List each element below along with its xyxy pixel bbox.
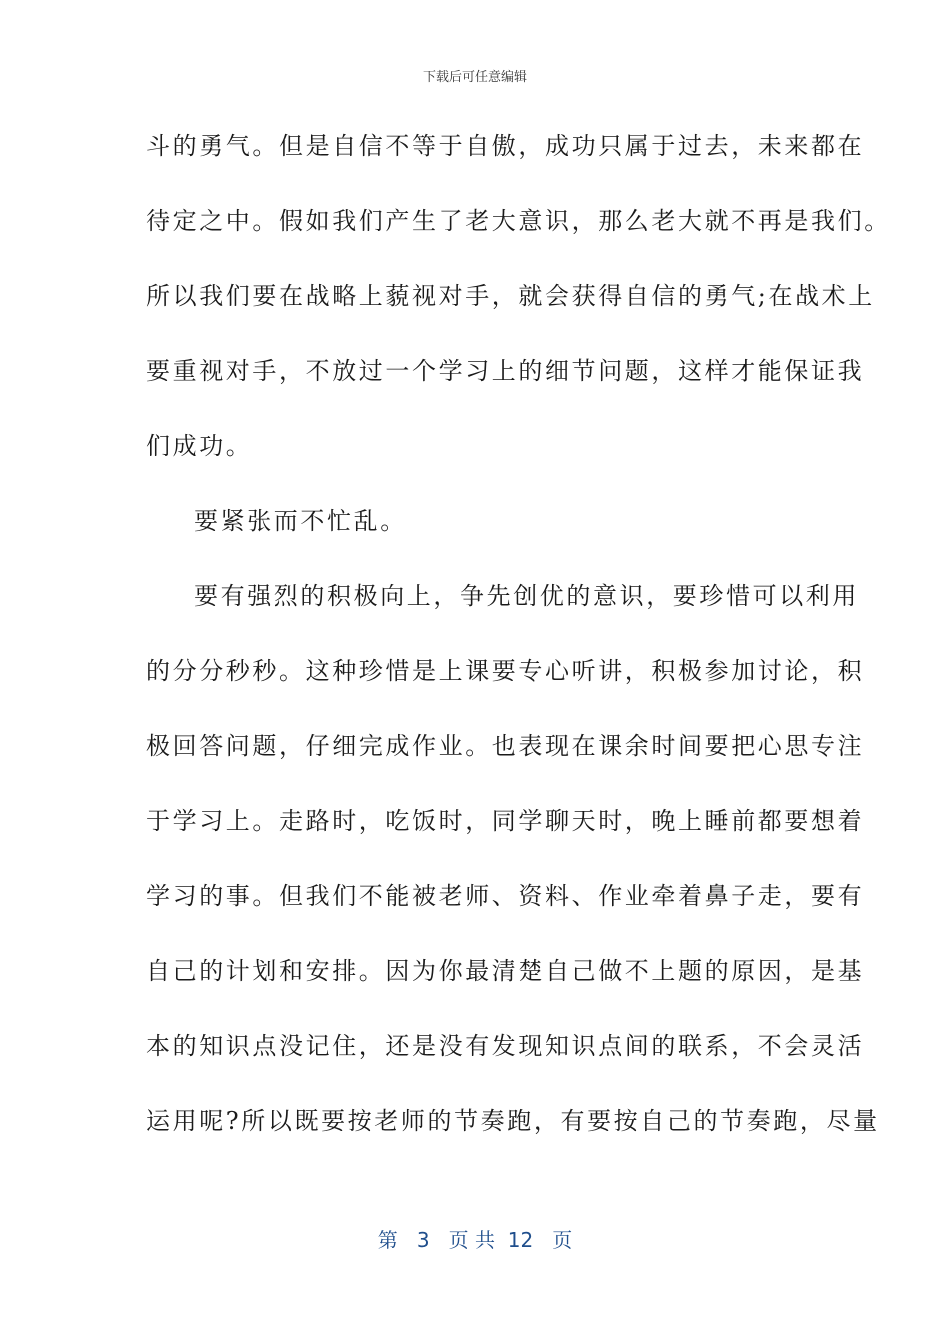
page-footer [0, 1224, 950, 1253]
footer-page-number: 3 [416, 1228, 430, 1252]
header-note: 下载后可任意编辑 [422, 70, 527, 85]
paragraph-heading: 要紧张而不忙乱。 [194, 507, 407, 535]
text-line: 本的知识点没记住，还是没有发现知识点间的联系，不会灵活 [146, 1032, 865, 1060]
text-line: 学习的事。但我们不能被老师、资料、作业牵着鼻子走，要有 [146, 882, 865, 910]
text-line: 自己的计划和安排。因为你最清楚自己做不上题的原因，是基 [146, 957, 865, 985]
footer-middle: 页 共 [448, 1228, 495, 1252]
text-line: 极回答问题，仔细完成作业。也表现在课余时间要把心思专注 [146, 732, 865, 760]
text-line: 要重视对手，不放过一个学习上的细节问题，这样才能保证我 [146, 357, 865, 385]
text-line: 们成功。 [146, 432, 253, 460]
text-line: 斗的勇气。但是自信不等于自傲，成功只属于过去，未来都在 [146, 132, 865, 160]
footer-suffix: 页 [552, 1228, 573, 1252]
text-line: 要有强烈的积极向上，争先创优的意识，要珍惜可以利用 [194, 582, 859, 610]
text-line: 于学习上。走路时，吃饭时，同学聊天时，晚上睡前都要想着 [146, 807, 865, 835]
text-line: 待定之中。假如我们产生了老大意识，那么老大就不再是我们。 [146, 207, 891, 235]
footer-prefix: 第 [377, 1228, 398, 1252]
text-line: 运用呢?所以既要按老师的节奏跑，有要按自己的节奏跑，尽量 [146, 1107, 880, 1135]
text-line: 的分分秒秒。这种珍惜是上课要专心听讲，积极参加讨论，积 [146, 657, 865, 685]
text-line: 所以我们要在战略上藐视对手，就会获得自信的勇气;在战术上 [146, 282, 875, 310]
document-body [146, 120, 891, 1170]
footer-total-pages: 12 [507, 1228, 534, 1252]
